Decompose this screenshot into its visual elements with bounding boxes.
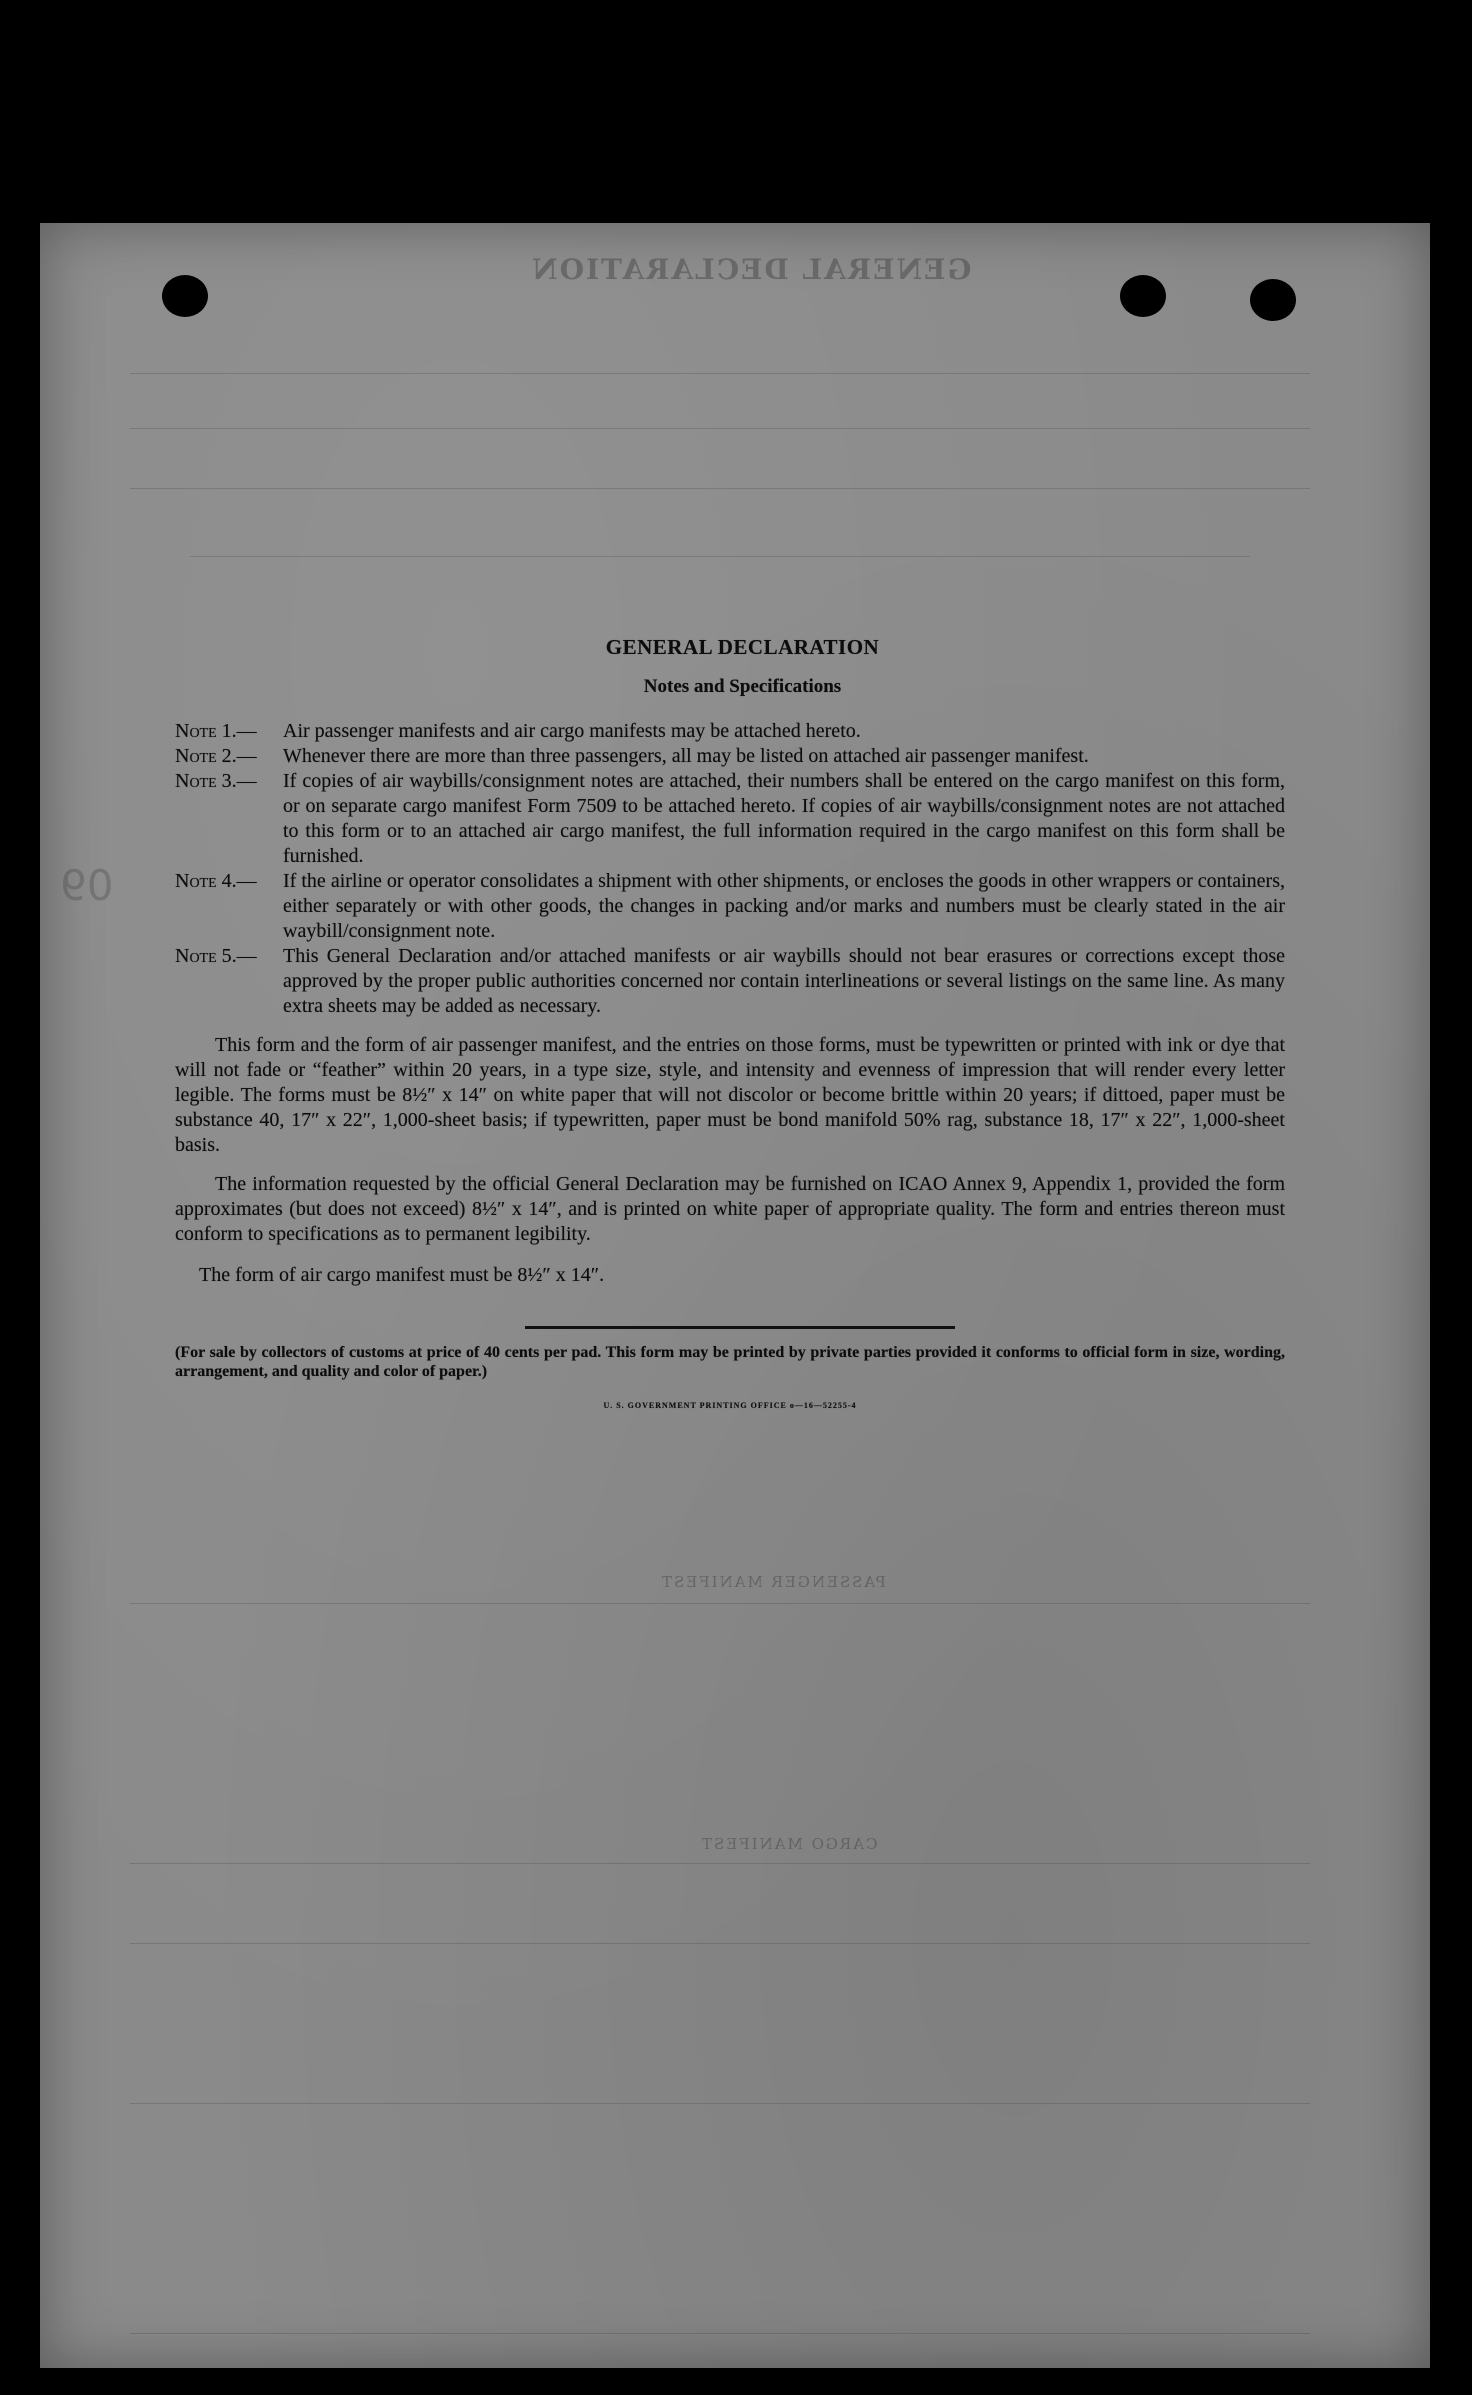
note-1 — [175, 719, 1285, 744]
declaration-content — [175, 405, 1285, 1418]
divider-rule — [525, 1326, 955, 1329]
note-label: Note 4.— — [175, 870, 257, 892]
bleed-line — [130, 1603, 1310, 1604]
printing-office-imprint: U. S. GOVERNMENT PRINTING OFFICE o—16—52255-4 — [603, 1401, 857, 1410]
bleed-line — [130, 1863, 1310, 1864]
document-subtitle: Notes and Specifications — [643, 676, 842, 697]
punch-hole-right-1 — [1120, 275, 1166, 317]
bleed-through-header: GENERAL DECLARATION — [530, 253, 972, 286]
note-text: This General Declaration and/or attached manifests or air waybills should not bear erasures or corrections except those approved by the proper public authorities concerned nor contain interlineations or several listings on the same line. As many extra sheets may be added as necessary. — [283, 945, 1285, 1017]
note-3 — [175, 769, 1285, 869]
note-text: Whenever there are more than three passengers, all may be listed on attached air passenger manifest. — [283, 745, 1089, 767]
note-label: Note 2.— — [175, 745, 257, 767]
cargo-manifest-size: The form of air cargo manifest must be 8½″ x 14″. — [199, 1264, 605, 1286]
note-text: Air passenger manifests and air cargo manifests may be attached hereto. — [283, 720, 861, 742]
paragraph-icao: The information requested by the official General Declaration may be furnished on ICAO Annex 9, Appendix 1, provided the form approximates (but does not exceed) 8½″ x 14″, and is printed on white paper of appropriate quality. The form and entries thereon must conform to specifications as to permanent legibility. — [175, 1173, 1285, 1245]
sale-notice: (For sale by collectors of customs at price of 40 cents per pad. This form may be printed by private parties provided it conforms to official form in size, wording, arrangement, and quality and color of paper.) — [175, 1344, 1285, 1380]
bleed-line — [130, 373, 1310, 374]
note-text: If the airline or operator consolidates a shipment with other shipments, or encloses the goods in other wrappers or containers, either separately or with other goods, the changes in packing and/or marks and numbers must be clearly stated in the air waybill/consignment note. — [283, 870, 1285, 942]
note-label: Note 3.— — [175, 770, 257, 792]
note-4 — [175, 869, 1285, 944]
document-title: GENERAL DECLARATION — [605, 635, 880, 659]
bleed-line — [130, 1943, 1310, 1944]
punch-hole-right-2 — [1250, 279, 1296, 321]
bleed-through-passenger-manifest: PASSENGER MANIFEST — [660, 1573, 886, 1591]
note-text: If copies of air waybills/consignment notes are attached, their numbers shall be entered on the cargo manifest on this form, or on separate cargo manifest Form 7509 to be attached hereto. If copies of air waybills/consignment notes are not attached to this form or to an attached air cargo manifest, the full information required in the cargo manifest on this form shall be furnished. — [283, 770, 1285, 867]
note-2 — [175, 744, 1285, 769]
bleed-through-side-number: 09 — [60, 861, 114, 910]
punch-hole-left — [162, 275, 208, 317]
bleed-through-cargo-manifest: CARGO MANIFEST — [700, 1835, 878, 1853]
note-5 — [175, 944, 1285, 1019]
bleed-line — [130, 2103, 1310, 2104]
note-label: Note 5.— — [175, 945, 257, 967]
note-label: Note 1.— — [175, 720, 257, 742]
bleed-line — [130, 2333, 1310, 2334]
paragraph-form-specs: This form and the form of air passenger manifest, and the entries on those forms, must be typewritten or printed with ink or dye that will not fade or “feather” within 20 years, in a type size, style, and intensity and evenness of impression that will render every letter legible. The forms must be 8½″ x 14″ on white paper that will not discolor or become brittle within 20 years; if dittoed, paper must be substance 40, 17″ x 22″, 1,000-sheet basis; if typewritten, paper must be bond manifold 50% rag, substance 18, 17″ x 22″, 1,000-sheet basis. — [175, 1034, 1285, 1156]
